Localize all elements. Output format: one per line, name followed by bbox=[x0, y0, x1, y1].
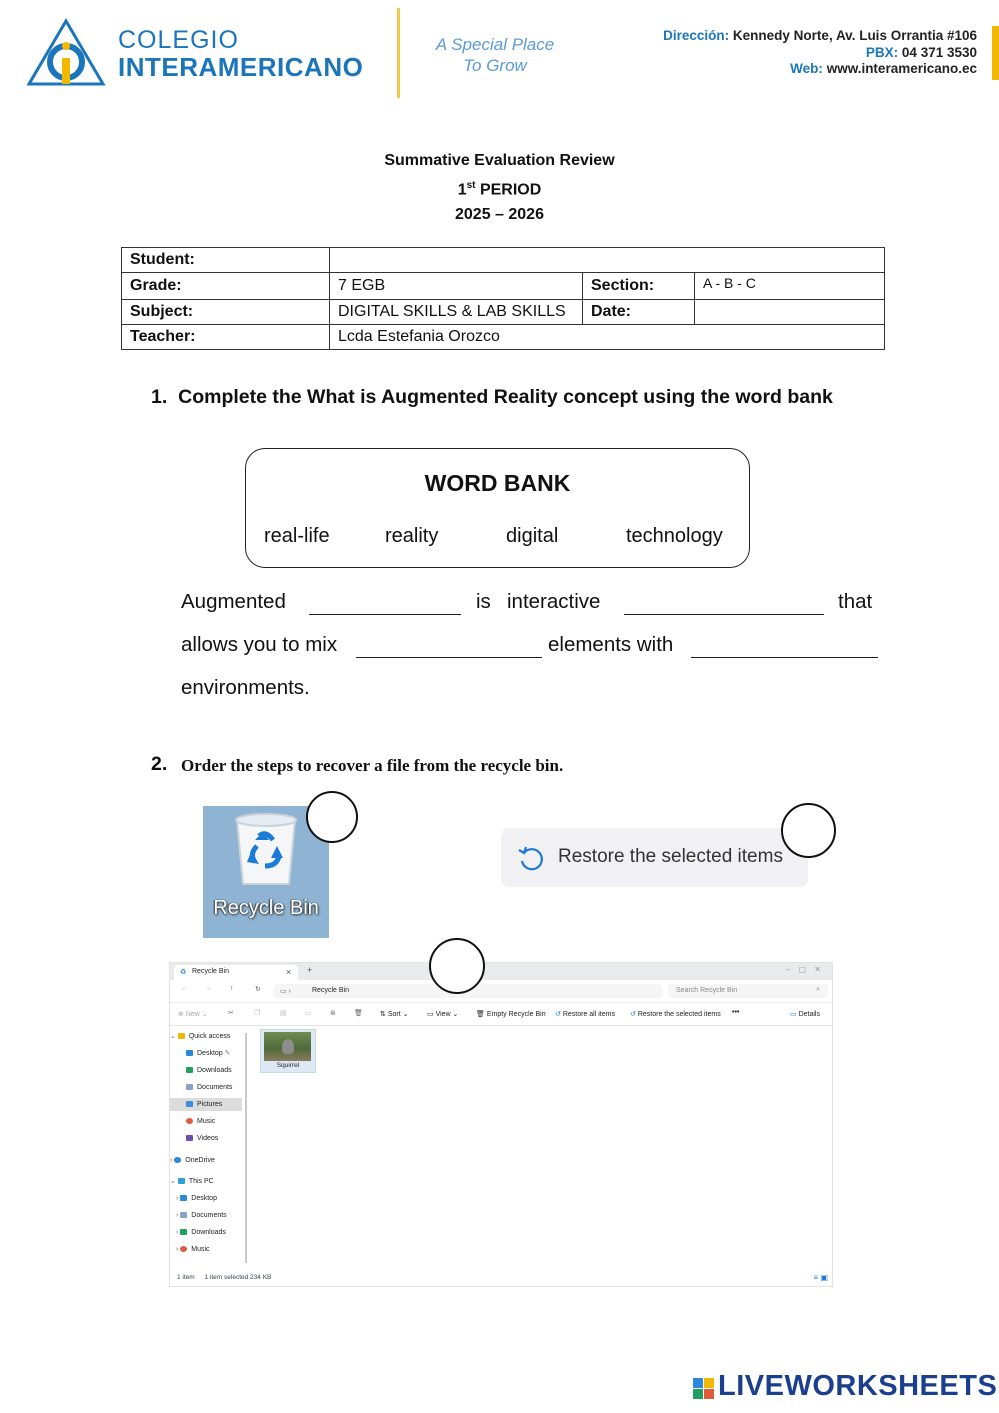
question-1-text: Complete the What is Augmented Reality concept using the word bank bbox=[178, 386, 833, 408]
address-line: Dirección: Kennedy Norte, Av. Luis Orrantia #106 bbox=[663, 28, 977, 43]
explorer-tab-bar bbox=[170, 963, 832, 980]
explorer-tab[interactable]: ♻ Recycle Bin × bbox=[174, 965, 298, 980]
details-icon: ▭ bbox=[790, 1011, 797, 1018]
order-circle-1[interactable] bbox=[306, 791, 358, 843]
subject-value: DIGITAL SKILLS & LAB SKILLS bbox=[330, 300, 583, 325]
school-tagline: A Special Place To Grow bbox=[435, 35, 555, 75]
new-tab-icon[interactable]: + bbox=[307, 965, 313, 975]
explorer-command-bar bbox=[170, 1003, 832, 1026]
restore-all-button[interactable]: ↺ Restore all items bbox=[555, 1011, 615, 1018]
cut-icon[interactable]: ✂ bbox=[228, 1010, 234, 1017]
file-item[interactable] bbox=[260, 1029, 316, 1073]
sort-button[interactable]: ⇅ Sort ⌄ bbox=[380, 1011, 409, 1018]
liveworksheets-brand: LIVEWORKSHEETS bbox=[718, 1370, 998, 1402]
para-word: interactive bbox=[507, 590, 601, 613]
delete-icon[interactable]: 🗑 bbox=[354, 1010, 363, 1017]
refresh-icon[interactable]: ↻ bbox=[255, 986, 261, 993]
word-bank-word[interactable]: reality bbox=[385, 525, 439, 547]
teacher-value: Lcda Estefania Orozco bbox=[330, 325, 885, 350]
empty-recycle-bin-button[interactable]: 🗑 Empty Recycle Bin bbox=[476, 1011, 546, 1018]
sidebar-item-documents[interactable]: Documents bbox=[186, 1081, 258, 1094]
header-divider bbox=[397, 8, 400, 98]
section-label: Section: bbox=[583, 273, 695, 300]
sidebar-item-this-pc[interactable]: ⌄ This PC bbox=[170, 1178, 214, 1185]
word-bank-box bbox=[245, 448, 750, 568]
rename-icon[interactable]: ▭ bbox=[305, 1010, 312, 1017]
blank-4[interactable] bbox=[691, 639, 878, 658]
new-button[interactable]: ⊕ New ⌄ bbox=[178, 1011, 208, 1018]
question-2-text: Order the steps to recover a file from the recycle bin. bbox=[181, 756, 564, 775]
grade-value: 7 EGB bbox=[330, 273, 583, 300]
back-icon[interactable]: ← bbox=[181, 985, 188, 992]
sidebar-item-pc-downloads[interactable]: › Downloads bbox=[176, 1229, 226, 1236]
student-field[interactable] bbox=[330, 248, 885, 273]
squirrel-thumbnail bbox=[264, 1032, 311, 1061]
paste-icon[interactable]: ▤ bbox=[280, 1010, 287, 1017]
word-bank-word[interactable]: real-life bbox=[264, 525, 330, 547]
para-word: elements with bbox=[548, 633, 674, 656]
close-tab-icon[interactable]: × bbox=[286, 967, 292, 977]
subject-label: Subject: bbox=[122, 300, 330, 325]
word-bank-word[interactable]: digital bbox=[506, 525, 559, 547]
share-icon[interactable]: ⊛ bbox=[330, 1010, 336, 1017]
sidebar-item-pc-desktop[interactable]: › Desktop bbox=[176, 1195, 217, 1202]
header-accent-bar bbox=[992, 26, 999, 80]
sidebar-item-onedrive[interactable]: › OneDrive bbox=[170, 1157, 215, 1164]
file-explorer-window bbox=[169, 962, 833, 1287]
breadcrumb[interactable]: Recycle Bin bbox=[312, 987, 349, 994]
para-word: environments. bbox=[181, 676, 310, 699]
word-bank-title: WORD BANK bbox=[424, 470, 571, 496]
forward-icon[interactable]: → bbox=[205, 985, 212, 992]
window-controls[interactable]: – ▢ ✕ bbox=[785, 965, 824, 974]
question-1-number: 1. bbox=[151, 386, 168, 408]
sidebar-item-pc-music[interactable]: › Music bbox=[176, 1246, 210, 1253]
para-word: allows you to mix bbox=[181, 633, 338, 656]
blank-2[interactable] bbox=[624, 596, 824, 615]
school-name-line2: INTERAMERICANO bbox=[118, 52, 364, 82]
grade-label: Grade: bbox=[122, 273, 330, 300]
explorer-sidebar bbox=[170, 1027, 248, 1263]
section-value: A - B - C bbox=[695, 273, 885, 300]
teacher-label: Teacher: bbox=[122, 325, 330, 350]
sidebar-item-downloads[interactable]: Downloads bbox=[186, 1064, 258, 1077]
order-circle-3[interactable] bbox=[429, 938, 485, 994]
liveworksheets-logo-icon bbox=[693, 1378, 715, 1400]
sidebar-item-quick-access[interactable]: ⌄ Quick access bbox=[170, 1033, 231, 1040]
sidebar-item-pc-documents[interactable]: › Documents bbox=[176, 1212, 227, 1219]
date-field[interactable] bbox=[695, 300, 885, 325]
copy-icon[interactable]: ❐ bbox=[254, 1010, 261, 1017]
restore-selected-cmd-button[interactable]: ↺ Restore the selected items bbox=[630, 1011, 721, 1018]
school-logo-icon bbox=[26, 18, 106, 88]
status-bar: 1 item 1 item selected 234 KB bbox=[177, 1274, 272, 1281]
details-button[interactable]: ▭ Details bbox=[790, 1011, 820, 1018]
page-title: Summative Evaluation Review 1st PERIOD 2025 – 2026 bbox=[384, 152, 615, 224]
view-button[interactable]: ▭ View ⌄ bbox=[427, 1011, 459, 1018]
school-contact bbox=[663, 28, 977, 78]
sidebar-item-pictures[interactable]: Pictures bbox=[170, 1098, 242, 1111]
school-name-line1: COLEGIO bbox=[118, 26, 239, 54]
sidebar-scrollbar[interactable] bbox=[245, 1033, 247, 1263]
para-word: that bbox=[838, 590, 873, 613]
question-1 bbox=[151, 386, 833, 409]
blank-1[interactable] bbox=[309, 596, 461, 615]
phone-line: PBX: 04 371 3530 bbox=[865, 44, 977, 60]
student-label: Student: bbox=[122, 248, 330, 273]
restore-all-icon: ↺ bbox=[555, 1011, 561, 1018]
sidebar-item-videos[interactable]: Videos bbox=[186, 1132, 258, 1145]
restore-selected-label: Restore the selected items bbox=[558, 846, 783, 867]
order-circle-2[interactable] bbox=[781, 803, 836, 858]
view-toggle-icon[interactable]: ≡ ▣ bbox=[813, 1273, 828, 1282]
web-line: Web: www.interamericano.ec bbox=[790, 61, 977, 76]
word-bank-word[interactable]: technology bbox=[626, 525, 723, 547]
date-label: Date: bbox=[583, 300, 695, 325]
squirrel-image bbox=[282, 1039, 294, 1054]
search-input[interactable]: Search Recycle Bin ⌕ bbox=[668, 984, 828, 998]
para-word: is bbox=[476, 590, 491, 613]
recycle-bin-label: Recycle Bin bbox=[213, 897, 319, 919]
para-word: Augmented bbox=[181, 590, 286, 613]
student-info-table bbox=[121, 247, 885, 350]
sidebar-item-desktop[interactable]: Desktop ✎ bbox=[186, 1047, 258, 1060]
file-name: Squirrel bbox=[276, 1062, 300, 1069]
blank-3[interactable] bbox=[356, 639, 542, 658]
question-2-number: 2. bbox=[151, 753, 168, 775]
restore-selected-icon: ↺ bbox=[630, 1011, 636, 1018]
explorer-nav-bar bbox=[170, 980, 832, 1003]
search-icon: ⌕ bbox=[816, 986, 820, 993]
sidebar-item-music[interactable]: Music bbox=[186, 1115, 258, 1128]
more-options-icon[interactable]: ••• bbox=[732, 1009, 740, 1016]
up-icon[interactable]: ↑ bbox=[230, 985, 234, 992]
monitor-icon: ▭ › bbox=[280, 988, 291, 995]
recycle-bin-small-icon: ♻ bbox=[180, 969, 187, 976]
restore-icon bbox=[516, 844, 546, 879]
